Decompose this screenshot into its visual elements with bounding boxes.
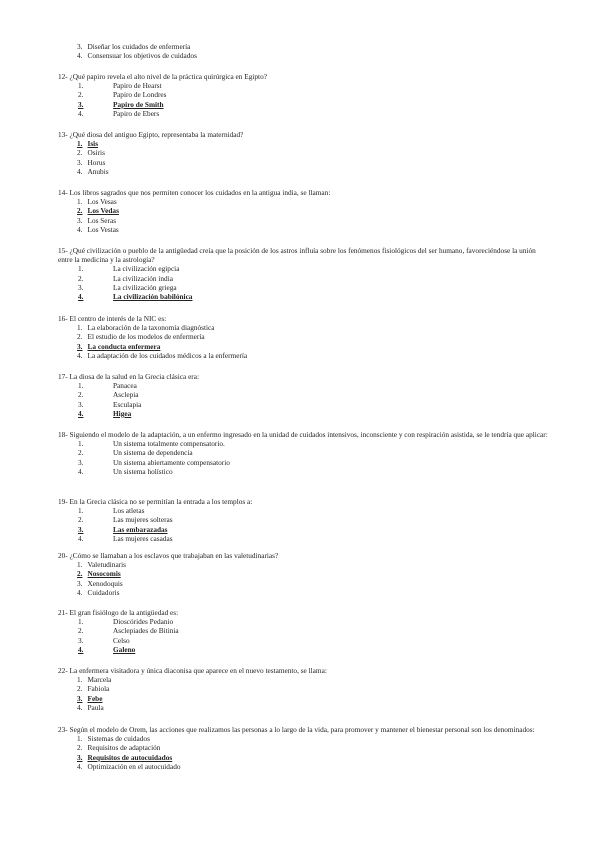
option <box>58 588 548 597</box>
option-text: Xenodoquis <box>87 578 123 588</box>
option-number: 1. <box>78 506 84 516</box>
option-text: Papiro de Londres <box>113 90 167 100</box>
option-number: 4. <box>78 408 84 418</box>
option-number: 2. <box>78 626 84 636</box>
option-list <box>58 506 548 543</box>
option-text: El estudio de los modelos de enfermería <box>87 332 205 342</box>
option-list <box>58 439 548 476</box>
option-text: Papiro de Ebers <box>113 108 160 118</box>
question-stem: 12- ¿Qué papiro revela el alto nivel de la práctica quirúrgica en Egipto? <box>58 72 267 81</box>
option-number: 3. <box>78 457 84 467</box>
option-text: Los Seras <box>87 215 117 225</box>
question-16 <box>58 314 548 360</box>
option-list <box>58 197 548 234</box>
option-number: 1. <box>77 323 83 333</box>
option <box>58 694 548 703</box>
option <box>58 617 548 626</box>
option-number: 4. <box>77 587 83 597</box>
option-text: Dioscórides Pedanio <box>113 617 174 627</box>
option-text: Requisitos de adaptación <box>87 743 161 753</box>
question-stem: 16- El centro de interés de la NIC es: <box>58 314 167 323</box>
option-text: Paula <box>87 702 104 712</box>
option-list <box>58 381 548 418</box>
option-number: 2. <box>77 206 83 216</box>
option-number: 3. <box>78 524 84 534</box>
option-number: 1. <box>78 81 84 91</box>
option-text: Optimización en el autocuidado <box>87 761 181 771</box>
correct-answer: Las embarazadas <box>113 524 168 534</box>
question-stem: 21- El gran fisiólogo de la antigüedad es: <box>58 608 179 617</box>
correct-answer: Papiro de Smith <box>113 99 164 109</box>
correct-answer: Higea <box>113 408 132 418</box>
option-number: 3. <box>77 157 83 167</box>
question-17 <box>58 372 548 418</box>
option-number: 3. <box>77 341 83 351</box>
option-number: 4. <box>78 292 84 302</box>
option <box>58 703 548 712</box>
question-stem: 14- Los libros sagrados que nos permiten conocer los cuidados en la antigua india, se llaman: <box>58 188 331 197</box>
option-number: 2. <box>77 148 83 158</box>
question-23 <box>58 725 548 771</box>
option-number: 2. <box>77 569 83 579</box>
option-list <box>58 42 548 60</box>
option-number: 2. <box>78 273 84 283</box>
question-stem: 18- Siguiendo el modelo de la adaptación, a un enfermo ingresado en la unidad de cuidados intensivos, inconsciente y con respiración asistida, se le tendría que aplicar: <box>58 430 548 439</box>
option-text: Esculapia <box>113 399 142 409</box>
option <box>58 579 548 588</box>
option-number: 1. <box>77 560 83 570</box>
option-text: La adaptación de los cuidados médicos a la enfermería <box>87 350 248 360</box>
option-text: Las mujeres casadas <box>113 533 173 543</box>
option-number: 4. <box>78 644 84 654</box>
carryover-options <box>58 42 548 60</box>
option <box>58 167 548 176</box>
question-21 <box>58 608 548 654</box>
question-14 <box>58 188 548 234</box>
question-stem: 13- ¿Qué diosa del antiguo Egipto, representaba la maternidad? <box>58 130 244 139</box>
option <box>58 225 548 234</box>
option-text: Consensuar los objetivos de cuidados <box>87 51 197 61</box>
option-number: 3. <box>77 42 83 51</box>
option-text: Horus <box>87 157 106 167</box>
option-number: 3. <box>78 399 84 409</box>
option-number: 4. <box>77 350 83 360</box>
option-text: Asclepiades de Bitinia <box>113 626 179 636</box>
option <box>58 734 548 743</box>
correct-answer: Galeno <box>113 644 136 654</box>
option <box>58 743 548 752</box>
option-number: 3. <box>77 215 83 225</box>
correct-answer: Nosocomis <box>87 569 121 579</box>
option-list <box>58 675 548 712</box>
option <box>58 381 548 390</box>
option <box>58 534 548 543</box>
option <box>58 409 548 418</box>
option-number: 3. <box>77 693 83 703</box>
option-text: Un sistema holístico <box>113 466 173 476</box>
option-text: Fabiola <box>87 684 110 694</box>
option <box>58 158 548 167</box>
option-text: La civilización india <box>113 273 173 283</box>
option <box>58 525 548 534</box>
option-text: Las mujeres solteras <box>113 515 173 525</box>
option-list <box>58 617 548 654</box>
option <box>58 197 548 206</box>
option <box>58 515 548 524</box>
option <box>58 439 548 448</box>
question-15 <box>58 246 548 301</box>
option-number: 4. <box>77 761 83 771</box>
option-text: Un sistema abiertamente compensatorio <box>113 457 230 467</box>
option <box>58 139 548 148</box>
option <box>58 569 548 578</box>
option <box>58 274 548 283</box>
option <box>58 216 548 225</box>
option <box>58 351 548 360</box>
question-19 <box>58 497 548 543</box>
correct-answer: Los Vedas <box>87 206 119 216</box>
option-text: Sistemas de cuidados <box>87 734 150 744</box>
question-stem: 23- Según el modelo de Orem, las acciones que realizamos las personas a lo largo de la vida, para promover y mantener el bienestar personal son los denominados: <box>58 725 535 734</box>
option-number: 4. <box>77 51 83 61</box>
option-text: La civilización egipcia <box>113 264 180 274</box>
option-list <box>58 734 548 771</box>
option-list <box>58 81 548 118</box>
question-stem: 22- La enfermera visitadora y única diaconisa que aparece en el nuevo testamento, se llama: <box>58 666 327 675</box>
question-20 <box>58 551 548 597</box>
option <box>58 626 548 635</box>
question-18 <box>58 430 548 476</box>
option-number: 1. <box>77 675 83 685</box>
option-text: Marcela <box>87 675 112 685</box>
option-number: 2. <box>78 515 84 525</box>
option-list <box>58 323 548 360</box>
option <box>58 506 548 515</box>
option-number: 2. <box>78 448 84 458</box>
option-text: Los Vestas <box>87 224 119 234</box>
option-number: 4. <box>77 224 83 234</box>
option-number: 1. <box>77 139 83 149</box>
option-number: 4. <box>77 702 83 712</box>
question-stem: 20- ¿Cómo se llamaban a los esclavos que trabajaban en las valetudinarias? <box>58 551 279 560</box>
option-text: La elaboración de la taxonomía diagnóstica <box>87 323 215 333</box>
option-text: Los Vesas <box>87 197 117 207</box>
option <box>58 448 548 457</box>
option-number: 1. <box>78 381 84 391</box>
option <box>58 458 548 467</box>
option <box>58 109 548 118</box>
question-stem: 17- La diosa de la salud en la Grecia clásica era: <box>58 372 200 381</box>
option-number: 2. <box>77 743 83 753</box>
option-text: Un sistema totalmente compensatorio. <box>113 439 225 449</box>
option <box>58 675 548 684</box>
option <box>58 645 548 654</box>
option <box>58 684 548 693</box>
option-number: 2. <box>78 390 84 400</box>
option-number: 1. <box>77 197 83 207</box>
option <box>58 81 548 90</box>
option <box>58 467 548 476</box>
option-number: 2. <box>78 90 84 100</box>
option-number: 4. <box>78 533 84 543</box>
option-number: 1. <box>78 439 84 449</box>
option-number: 1. <box>78 617 84 627</box>
option-number: 4. <box>78 466 84 476</box>
option-number: 1. <box>78 264 84 274</box>
option-list <box>58 264 548 301</box>
question-12 <box>58 72 548 118</box>
option-text: Osiris <box>87 148 105 158</box>
correct-answer: La conducta enfermera <box>87 341 161 351</box>
option <box>58 264 548 273</box>
question-stem: 19- En la Grecia clásica no se permitían la entrada a los templos a: <box>58 497 253 506</box>
option-number: 3. <box>78 282 84 292</box>
correct-answer: Requisitos de autocuidados <box>87 752 173 762</box>
option-number: 4. <box>78 108 84 118</box>
question-13 <box>58 130 548 176</box>
option <box>58 292 548 301</box>
option-number: 1. <box>77 734 83 744</box>
option <box>58 636 548 645</box>
option-text: Cuidadoris <box>87 587 120 597</box>
option-text: Panacea <box>113 381 137 391</box>
question-stem: 15- ¿Qué civilización o pueblo de la antigüedad creía que la posición de los astros influía sobre los fenómenos fisiológicos del ser humano, favoreciéndose la unión entre la medicina y la astrología? <box>58 246 536 265</box>
option-text: Celso <box>113 635 130 645</box>
option-number: 2. <box>77 332 83 342</box>
option <box>58 560 548 569</box>
option <box>58 342 548 351</box>
option-text: Anubis <box>87 166 109 176</box>
option-text: La civilización griega <box>113 282 177 292</box>
option-number: 3. <box>77 752 83 762</box>
option-text: Un sistema de dependencia <box>113 448 193 458</box>
option <box>58 400 548 409</box>
option <box>58 762 548 771</box>
option-number: 4. <box>77 166 83 176</box>
option-list <box>58 560 548 597</box>
option-text: Papiro de Hearst <box>113 81 162 91</box>
option-text: Diseñar los cuidados de enfermería <box>87 42 191 51</box>
correct-answer: Febe <box>87 693 103 703</box>
option <box>58 332 548 341</box>
option-text: Valetudinaris <box>87 560 126 570</box>
option-text: Asclepia <box>113 390 139 400</box>
question-22 <box>58 666 548 712</box>
option <box>58 90 548 99</box>
option-number: 3. <box>78 99 84 109</box>
option-number: 3. <box>77 578 83 588</box>
option <box>58 323 548 332</box>
option <box>58 148 548 157</box>
correct-answer: La civilización babilónica <box>113 292 193 302</box>
correct-answer: Isis <box>87 139 99 149</box>
option <box>58 753 548 762</box>
option-number: 3. <box>78 635 84 645</box>
option-text: Los atletas <box>113 506 145 516</box>
option <box>58 100 548 109</box>
option <box>58 283 548 292</box>
option <box>58 390 548 399</box>
option <box>58 51 548 60</box>
option-number: 2. <box>77 684 83 694</box>
option-list <box>58 139 548 176</box>
option <box>58 206 548 215</box>
option <box>58 42 548 51</box>
